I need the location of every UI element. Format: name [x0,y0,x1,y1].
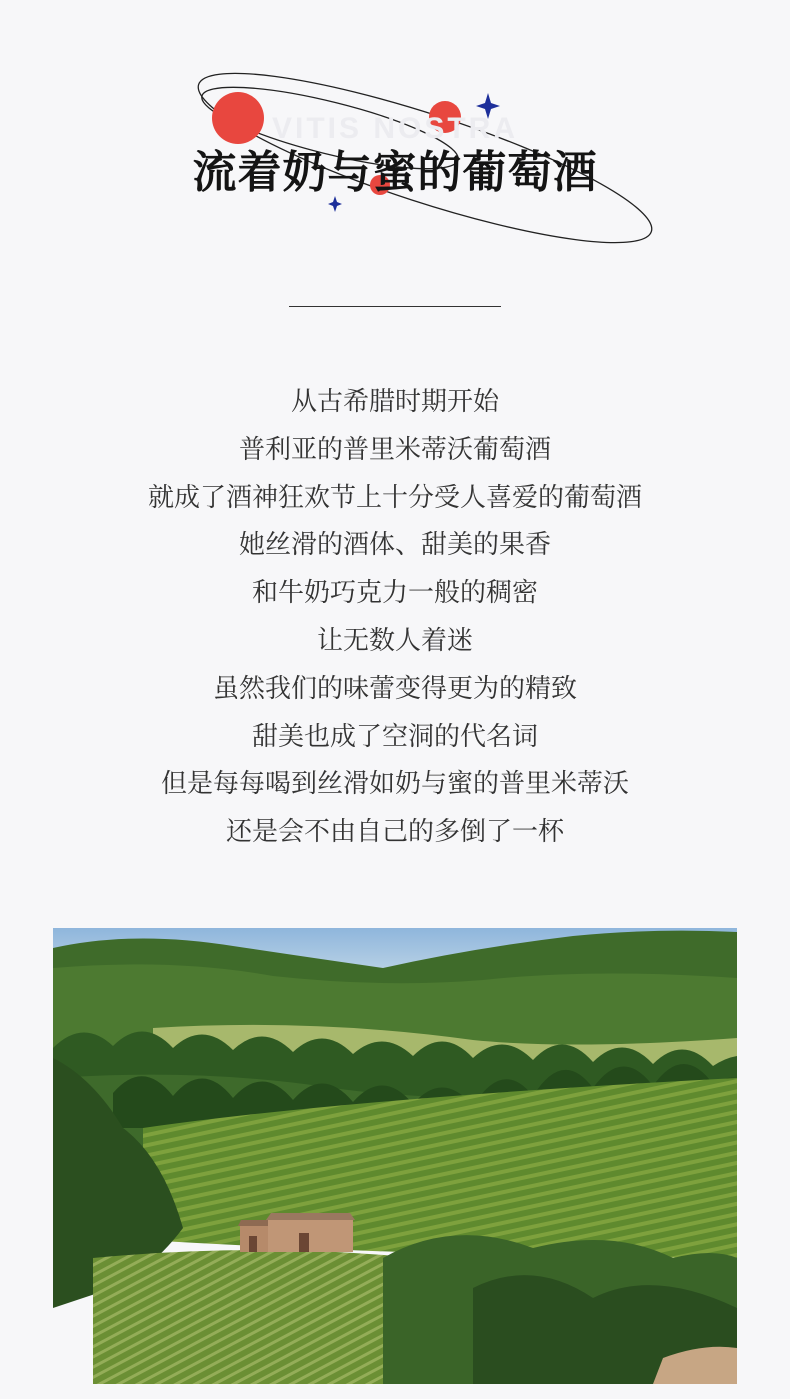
poem-line: 虽然我们的味蕾变得更为的精致 [212,673,577,704]
poem-line: 让无数人着迷 [316,625,473,656]
poem-line: 就成了酒神狂欢节上十分受人喜爱的葡萄酒 [147,482,642,513]
poem-line: 甜美也成了空洞的代名词 [251,721,538,752]
page-title: 流着奶与蜜的葡萄酒 [192,147,598,198]
poem-line: 她丝滑的酒体、甜美的果香 [238,530,551,561]
title-watermark: VITIS NOSTRA [271,112,518,145]
poem-line: 还是会不由自己的多倒了一杯 [225,817,564,848]
poem-block [0,379,790,857]
vineyard-illustration [53,928,737,1384]
poem-line: 和牛奶巧克力一般的稠密 [251,578,538,609]
vineyard-photo [53,928,737,1384]
title-section [0,0,790,300]
poem-line: 普利亚的普里米蒂沃葡萄酒 [238,434,551,465]
poem-line: 但是每每喝到丝滑如奶与蜜的普里米蒂沃 [160,769,629,800]
title-divider [289,306,501,307]
poem-line: 从古希腊时期开始 [290,387,499,417]
